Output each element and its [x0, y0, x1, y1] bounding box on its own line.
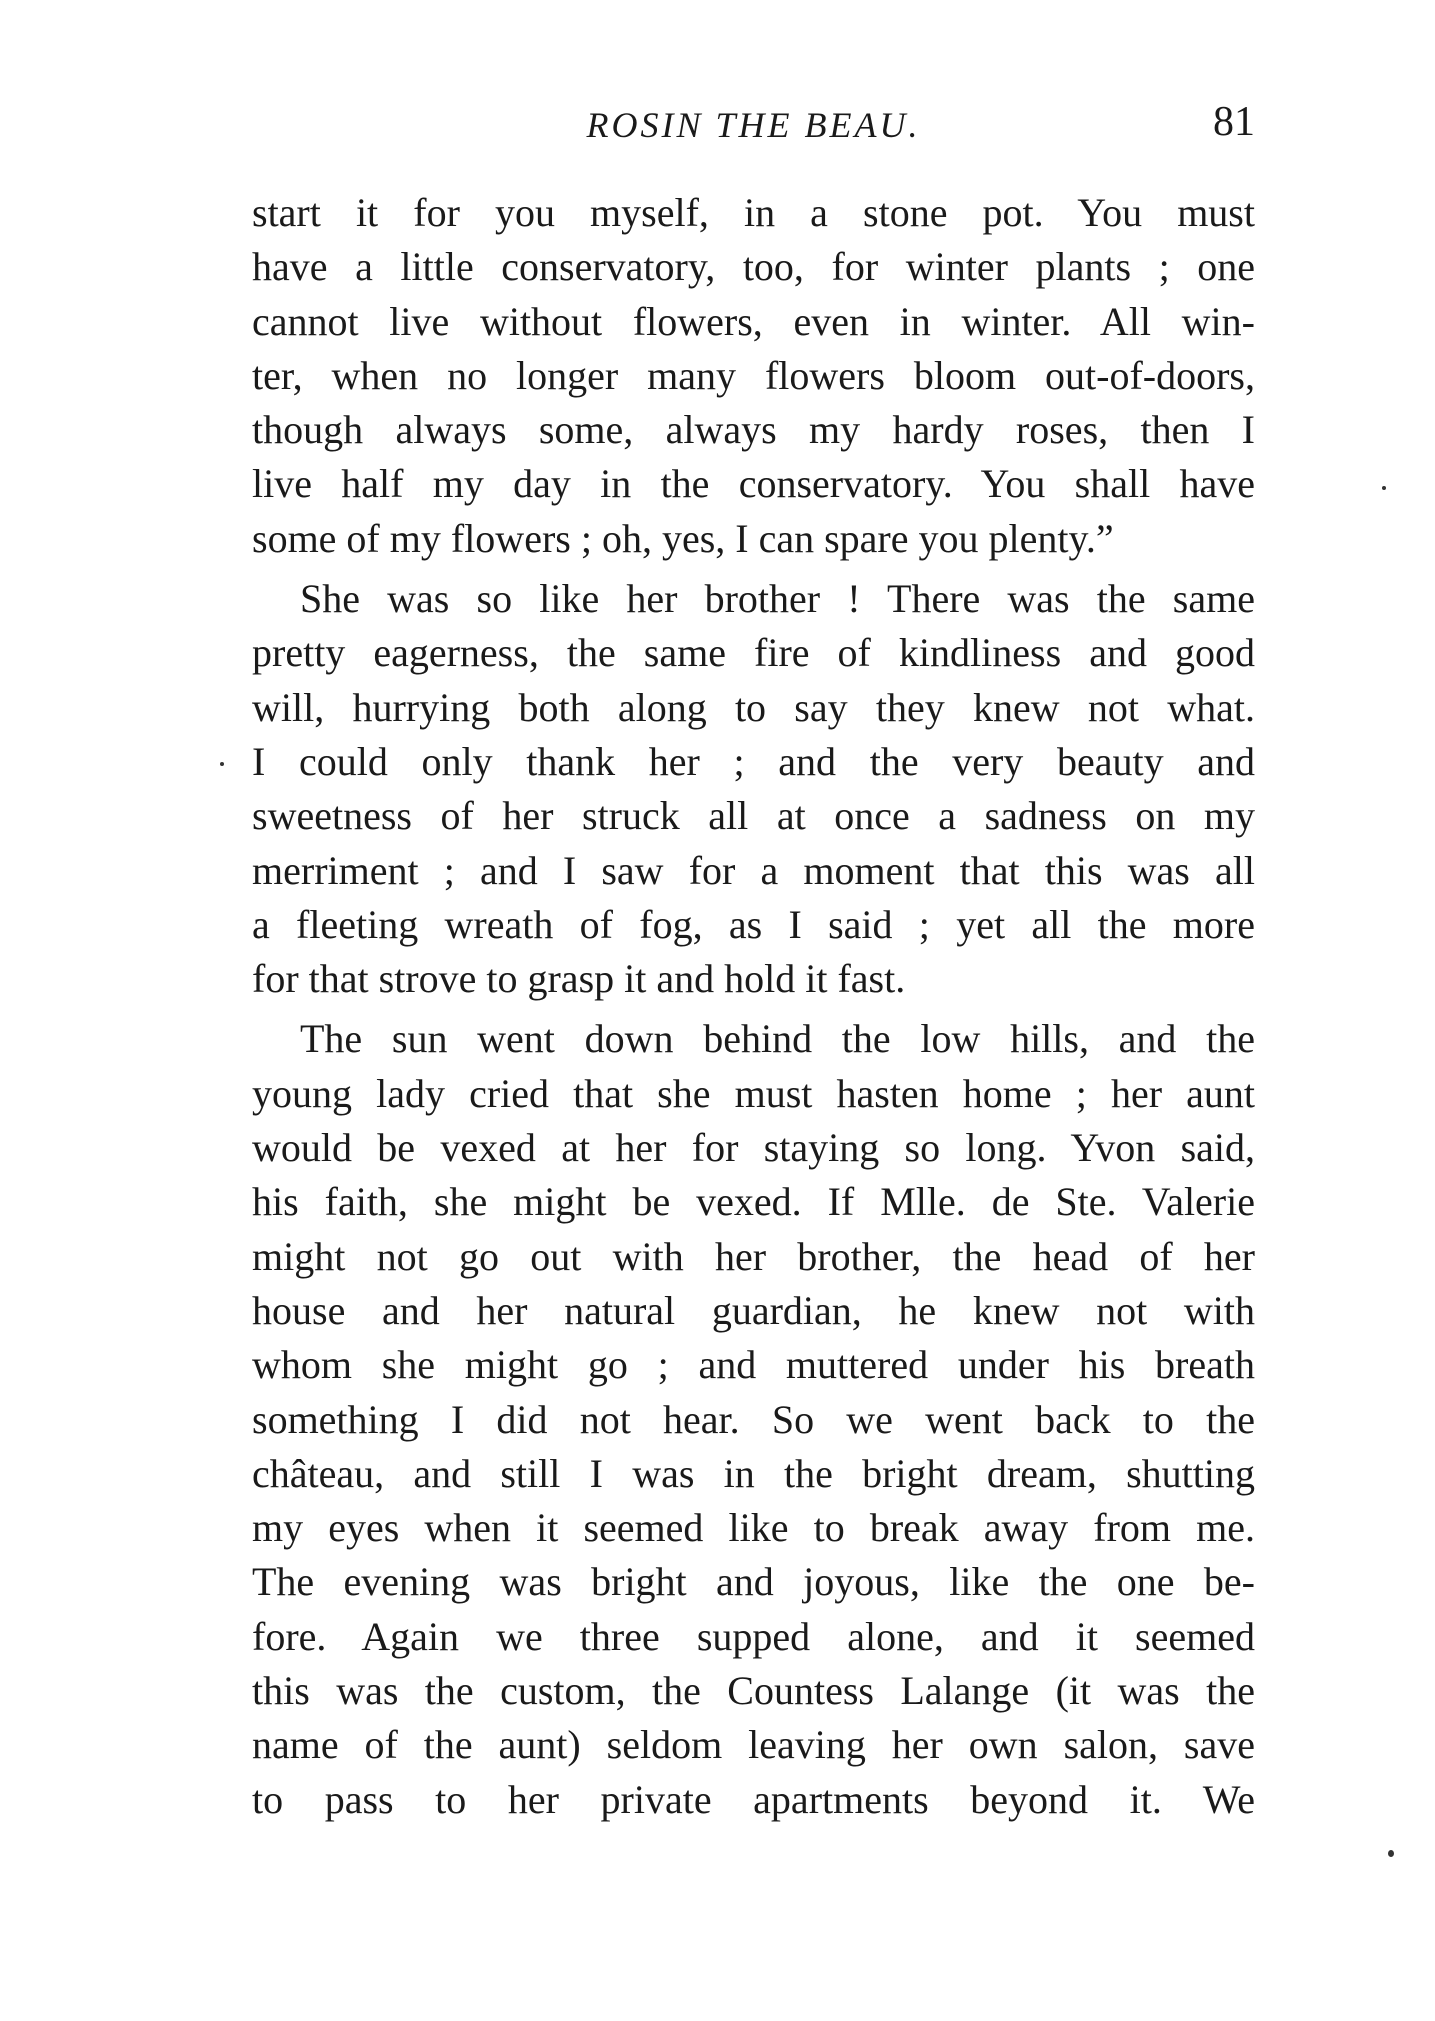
text-line: have a little conservatory, too, for winter plants ; one [252, 244, 1255, 290]
page-number: 81 [1213, 99, 1255, 145]
running-head [252, 98, 1255, 158]
text-line: would be vexed at her for staying so long. Yvon said, [252, 1125, 1255, 1171]
text-line: might not go out with her brother, the head of her [252, 1233, 1255, 1279]
text-line: name of the aunt) seldom leaving her own salon, save [252, 1722, 1255, 1768]
print-speck [220, 762, 224, 766]
text-line: this was the custom, the Countess Lalange (it was the [252, 1668, 1255, 1714]
text-line: live half my day in the conservatory. You shall have [252, 461, 1255, 507]
text-line: sweetness of her struck all at once a sadness on my [252, 793, 1255, 839]
text-line: his faith, she might be vexed. If Mlle. de Ste. Valerie [252, 1179, 1255, 1225]
text-line: château, and still I was in the bright dream, shutting [252, 1450, 1255, 1496]
text-line: house and her natural guardian, he knew not with [252, 1287, 1255, 1333]
text-line: ter, when no longer many flowers bloom out-of-doors, [252, 352, 1255, 398]
text-line: my eyes when it seemed like to break away from me. [252, 1505, 1255, 1551]
text-line: whom she might go ; and muttered under his breath [252, 1342, 1255, 1388]
text-line: to pass to her private apartments beyond it. We [252, 1776, 1255, 1822]
text-line: a fleeting wreath of fog, as I said ; yet all the more [252, 901, 1255, 947]
text-line: though always some, always my hardy roses, then I [252, 407, 1255, 453]
text-line: start it for you myself, in a stone pot. You must [252, 190, 1255, 235]
body-text [252, 186, 1255, 1827]
text-line: The sun went down behind the low hills, and the [300, 1016, 1255, 1062]
print-speck [1388, 1850, 1394, 1857]
text-line: for that strove to grasp it and hold it fast. [252, 956, 906, 1002]
text-line: cannot live without flowers, even in winter. All win- [252, 298, 1255, 344]
text-line: young lady cried that she must hasten home ; her aunt [252, 1070, 1255, 1116]
text-line: will, hurrying both along to say they knew not what. [252, 684, 1255, 730]
text-line: pretty eagerness, the same fire of kindliness and good [252, 630, 1255, 676]
text-line: merriment ; and I saw for a moment that this was all [252, 847, 1255, 893]
text-line: The evening was bright and joyous, like the one be- [252, 1559, 1255, 1605]
running-title: ROSIN THE BEAU. [586, 105, 921, 145]
text-line: fore. Again we three supped alone, and it seemed [252, 1613, 1255, 1659]
print-speck [1382, 486, 1386, 490]
text-line: I could only thank her ; and the very beauty and [252, 738, 1255, 784]
text-line: some of my flowers ; oh, yes, I can spare you plenty.” [252, 515, 1114, 561]
text-line: She was so like her brother ! There was the same [300, 576, 1255, 622]
text-line: something I did not hear. So we went back to the [252, 1396, 1255, 1442]
